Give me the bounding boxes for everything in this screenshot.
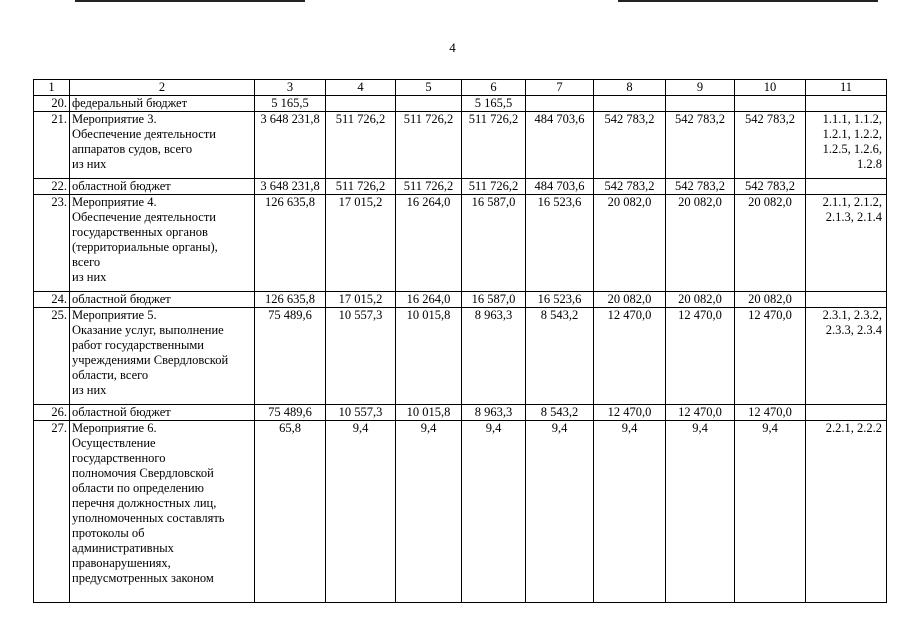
row-name xyxy=(70,179,255,195)
header-cell: 7 xyxy=(526,80,594,96)
row-number: 20. xyxy=(34,96,70,112)
target-indicator-line: 1.2.5, 1.2.6, xyxy=(822,142,882,156)
value-cell-col-7: 16 523,6 xyxy=(526,195,594,292)
target-indicator-line: 1.2.8 xyxy=(857,157,882,171)
page-number: 4 xyxy=(449,40,456,55)
row-name-line: аппаратов судов, всего xyxy=(72,142,193,156)
value-cell-col-6: 8 963,3 xyxy=(462,405,526,421)
value-cell-col-3: 126 635,8 xyxy=(255,292,326,308)
table-row xyxy=(34,405,887,421)
row-name-line: Обеспечение деятельности xyxy=(72,127,217,141)
value-cell-col-6: 16 587,0 xyxy=(462,292,526,308)
value-cell-col-8 xyxy=(594,96,666,112)
row-name-line: области, всего xyxy=(72,368,149,382)
target-indicator-line: 2.2.1, 2.2.2 xyxy=(825,421,882,435)
value-cell-col-7: 484 703,6 xyxy=(526,112,594,179)
header-row xyxy=(34,80,887,96)
header-cell: 6 xyxy=(462,80,526,96)
value-cell-col-9: 9,4 xyxy=(666,421,735,603)
table-row xyxy=(34,195,887,292)
row-name-line: протоколы об xyxy=(72,526,145,540)
row-number: 26. xyxy=(34,405,70,421)
table-row xyxy=(34,112,887,179)
value-cell-col-10: 12 470,0 xyxy=(735,308,806,405)
row-name xyxy=(70,292,255,308)
row-name-line: предусмотренных законом xyxy=(72,571,214,585)
scan-edge-line-right xyxy=(618,0,878,2)
value-cell-col-10: 542 783,2 xyxy=(735,112,806,179)
value-cell-col-7 xyxy=(526,96,594,112)
row-name xyxy=(70,96,255,112)
value-cell-col-8: 20 082,0 xyxy=(594,292,666,308)
row-name xyxy=(70,405,255,421)
value-cell-col-9: 20 082,0 xyxy=(666,195,735,292)
table-row xyxy=(34,308,887,405)
row-name-line: административных xyxy=(72,541,174,555)
target-indicators xyxy=(806,421,887,603)
scan-edge-line-left xyxy=(75,0,305,2)
value-cell-col-10: 20 082,0 xyxy=(735,292,806,308)
value-cell-col-4: 9,4 xyxy=(326,421,396,603)
row-name-line: Мероприятие 5. xyxy=(72,308,157,322)
value-cell-col-8: 20 082,0 xyxy=(594,195,666,292)
value-cell-col-10 xyxy=(735,96,806,112)
value-cell-col-6: 9,4 xyxy=(462,421,526,603)
value-cell-col-4: 511 726,2 xyxy=(326,179,396,195)
value-cell-col-5: 511 726,2 xyxy=(396,112,462,179)
value-cell-col-3: 75 489,6 xyxy=(255,308,326,405)
row-name-line: областной бюджет xyxy=(72,179,171,193)
row-name xyxy=(70,421,255,603)
value-cell-col-5: 9,4 xyxy=(396,421,462,603)
row-name xyxy=(70,195,255,292)
value-cell-col-6: 8 963,3 xyxy=(462,308,526,405)
value-cell-col-7: 8 543,2 xyxy=(526,308,594,405)
value-cell-col-7: 484 703,6 xyxy=(526,179,594,195)
row-name-line: уполномоченных составлять xyxy=(72,511,225,525)
target-indicator-line: 2.1.3, 2.1.4 xyxy=(825,210,882,224)
row-name-line: федеральный бюджет xyxy=(72,96,188,110)
row-name-line: Оказание услуг, выполнение xyxy=(72,323,224,337)
target-indicators xyxy=(806,179,887,195)
target-indicator-line: 1.2.1, 1.2.2, xyxy=(822,127,882,141)
value-cell-col-7: 16 523,6 xyxy=(526,292,594,308)
row-number: 23. xyxy=(34,195,70,292)
value-cell-col-5: 16 264,0 xyxy=(396,292,462,308)
row-name-line: учреждениями Свердловской xyxy=(72,353,229,367)
row-name xyxy=(70,308,255,405)
value-cell-col-5 xyxy=(396,96,462,112)
header-cell: 8 xyxy=(594,80,666,96)
table-row xyxy=(34,421,887,603)
row-name-line: (территориальные органы), xyxy=(72,240,218,254)
value-cell-col-3: 75 489,6 xyxy=(255,405,326,421)
value-cell-col-3: 5 165,5 xyxy=(255,96,326,112)
row-name-line: областной бюджет xyxy=(72,292,171,306)
row-name-line: Осуществление xyxy=(72,436,156,450)
target-indicator-line: 2.1.1, 2.1.2, xyxy=(822,195,882,209)
row-name-line: из них xyxy=(72,157,107,171)
target-indicator-line: 1.1.1, 1.1.2, xyxy=(822,112,882,126)
header-cell: 3 xyxy=(255,80,326,96)
value-cell-col-7: 9,4 xyxy=(526,421,594,603)
value-cell-col-8: 12 470,0 xyxy=(594,308,666,405)
value-cell-col-9: 542 783,2 xyxy=(666,179,735,195)
target-indicators xyxy=(806,292,887,308)
header-cell: 2 xyxy=(70,80,255,96)
value-cell-col-4: 10 557,3 xyxy=(326,308,396,405)
target-indicators xyxy=(806,112,887,179)
value-cell-col-3: 3 648 231,8 xyxy=(255,112,326,179)
table-row xyxy=(34,292,887,308)
row-name-line: перечня должностных лиц, xyxy=(72,496,217,510)
value-cell-col-7: 8 543,2 xyxy=(526,405,594,421)
row-number: 22. xyxy=(34,179,70,195)
row-name xyxy=(70,112,255,179)
value-cell-col-10: 20 082,0 xyxy=(735,195,806,292)
value-cell-col-6: 511 726,2 xyxy=(462,112,526,179)
row-number: 27. xyxy=(34,421,70,603)
row-name-line: государственных органов xyxy=(72,225,208,239)
target-indicator-line: 2.3.1, 2.3.2, xyxy=(822,308,882,322)
value-cell-col-8: 542 783,2 xyxy=(594,112,666,179)
header-cell: 9 xyxy=(666,80,735,96)
value-cell-col-4: 511 726,2 xyxy=(326,112,396,179)
row-number: 21. xyxy=(34,112,70,179)
header-cell: 1 xyxy=(34,80,70,96)
value-cell-col-8: 12 470,0 xyxy=(594,405,666,421)
row-name-line: Обеспечение деятельности xyxy=(72,210,217,224)
value-cell-col-6: 511 726,2 xyxy=(462,179,526,195)
value-cell-col-8: 542 783,2 xyxy=(594,179,666,195)
value-cell-col-4 xyxy=(326,96,396,112)
row-name-line: всего xyxy=(72,255,101,269)
value-cell-col-10: 9,4 xyxy=(735,421,806,603)
row-name-line: Мероприятие 4. xyxy=(72,195,157,209)
target-indicators xyxy=(806,195,887,292)
row-name-line: областной бюджет xyxy=(72,405,171,419)
table-row xyxy=(34,96,887,112)
row-name-line: работ государственными xyxy=(72,338,204,352)
value-cell-col-9: 542 783,2 xyxy=(666,112,735,179)
value-cell-col-5: 511 726,2 xyxy=(396,179,462,195)
value-cell-col-8: 9,4 xyxy=(594,421,666,603)
value-cell-col-4: 10 557,3 xyxy=(326,405,396,421)
value-cell-col-6: 16 587,0 xyxy=(462,195,526,292)
value-cell-col-9: 12 470,0 xyxy=(666,308,735,405)
value-cell-col-4: 17 015,2 xyxy=(326,292,396,308)
value-cell-col-9 xyxy=(666,96,735,112)
header-cell: 11 xyxy=(806,80,887,96)
value-cell-col-5: 10 015,8 xyxy=(396,308,462,405)
value-cell-col-3: 65,8 xyxy=(255,421,326,603)
row-name-line: государственного xyxy=(72,451,166,465)
header-cell: 10 xyxy=(735,80,806,96)
row-name-line: Мероприятие 6. xyxy=(72,421,157,435)
target-indicators xyxy=(806,405,887,421)
value-cell-col-10: 542 783,2 xyxy=(735,179,806,195)
value-cell-col-9: 12 470,0 xyxy=(666,405,735,421)
row-name-line: Мероприятие 3. xyxy=(72,112,157,126)
value-cell-col-6: 5 165,5 xyxy=(462,96,526,112)
row-number: 24. xyxy=(34,292,70,308)
row-name-line: из них xyxy=(72,383,107,397)
value-cell-col-10: 12 470,0 xyxy=(735,405,806,421)
value-cell-col-3: 126 635,8 xyxy=(255,195,326,292)
header-cell: 4 xyxy=(326,80,396,96)
target-indicators xyxy=(806,308,887,405)
target-indicator-line: 2.3.3, 2.3.4 xyxy=(825,323,882,337)
value-cell-col-5: 10 015,8 xyxy=(396,405,462,421)
value-cell-col-5: 16 264,0 xyxy=(396,195,462,292)
budget-table xyxy=(33,79,887,603)
table-row xyxy=(34,179,887,195)
header-cell: 5 xyxy=(396,80,462,96)
value-cell-col-4: 17 015,2 xyxy=(326,195,396,292)
value-cell-col-3: 3 648 231,8 xyxy=(255,179,326,195)
target-indicators xyxy=(806,96,887,112)
row-name-line: правонарушениях, xyxy=(72,556,171,570)
row-name-line: полномочия Свердловской xyxy=(72,466,214,480)
row-name-line: области по определению xyxy=(72,481,204,495)
row-name-line: из них xyxy=(72,270,107,284)
value-cell-col-9: 20 082,0 xyxy=(666,292,735,308)
row-number: 25. xyxy=(34,308,70,405)
